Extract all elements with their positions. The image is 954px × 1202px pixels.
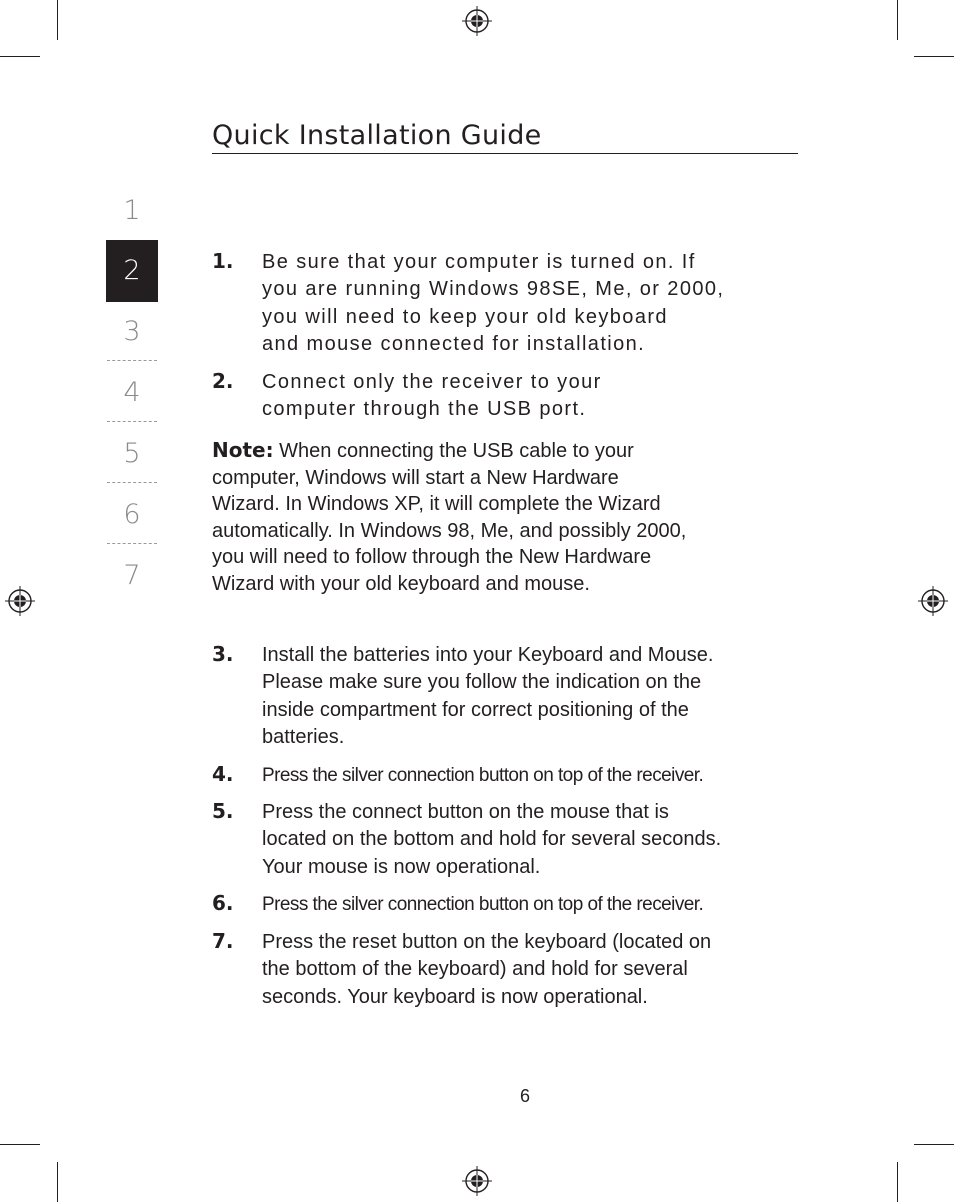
section-divider	[107, 360, 157, 361]
text-line: Your mouse is now operational.	[262, 855, 541, 878]
section-tab-1: 1	[123, 195, 141, 226]
registration-mark-icon	[918, 586, 948, 616]
text-line: Wizard with your old keyboard and mouse.	[212, 572, 590, 595]
step-number: 5.	[212, 799, 234, 823]
page-title: Quick Installation Guide	[212, 120, 798, 154]
step-text	[262, 891, 703, 918]
step-text	[262, 642, 713, 751]
step-text	[262, 799, 721, 881]
section-divider	[107, 421, 157, 422]
registration-mark-icon	[5, 586, 35, 616]
text-line: Press the connect button on the mouse that is	[262, 801, 669, 823]
text-line: computer through the USB port.	[262, 398, 587, 421]
text-line: Press the reset button on the keyboard (located on	[262, 931, 712, 953]
text-line: Press the silver connection button on top of the receiver.	[262, 765, 704, 786]
section-divider	[107, 543, 157, 544]
registration-mark-icon	[462, 1166, 492, 1196]
crop-mark	[897, 0, 898, 40]
step-text	[262, 369, 602, 424]
text-line: you will need to follow through the New Hardware	[212, 546, 652, 568]
step-text	[262, 762, 703, 789]
crop-mark	[57, 1162, 58, 1202]
step-text	[262, 249, 724, 358]
text-line: you will need to keep your old keyboard	[262, 305, 668, 328]
step-number: 6.	[212, 891, 234, 915]
text-line: located on the bottom and hold for several seconds.	[262, 828, 722, 851]
section-tab-4: 4	[123, 377, 141, 408]
step-number: 3.	[212, 642, 234, 666]
text-line: you are running Windows 98SE, Me, or 2000,	[262, 278, 725, 301]
step-number: 4.	[212, 762, 234, 786]
section-tab-2-active: 2	[106, 240, 158, 302]
section-tab-7: 7	[123, 560, 141, 591]
text-line: batteries.	[262, 725, 345, 748]
text-line: seconds. Your keyboard is now operational.	[262, 985, 648, 1008]
text-line: Be sure that your computer is turned on. If	[262, 251, 696, 273]
crop-mark	[57, 0, 58, 40]
text-line: computer, Windows will start a New Hardware	[212, 466, 619, 489]
page-number: 6	[520, 1086, 531, 1106]
step-number: 7.	[212, 929, 234, 953]
section-tab-3: 3	[123, 316, 141, 347]
text-line: inside compartment for correct positioning of the	[262, 698, 689, 721]
text-line: automatically. In Windows 98, Me, and possibly 2000,	[212, 519, 687, 542]
text-line: When connecting the USB cable to your	[273, 440, 634, 462]
crop-mark	[914, 1144, 954, 1145]
text-line: and mouse connected for installation.	[262, 332, 646, 355]
section-tab-6: 6	[123, 499, 141, 530]
note-label: Note:	[212, 438, 274, 462]
text-line: the bottom of the keyboard) and hold for several	[262, 958, 688, 981]
step-text	[262, 929, 711, 1011]
crop-mark	[0, 1144, 40, 1145]
note-block	[212, 437, 772, 597]
step-number: 1.	[212, 249, 234, 273]
note-first-line	[212, 437, 772, 465]
registration-mark-icon	[462, 6, 492, 36]
text-line: Please make sure you follow the indication on the	[262, 671, 702, 694]
crop-mark	[897, 1162, 898, 1202]
text-line: Install the batteries into your Keyboard and Mouse.	[262, 644, 714, 666]
crop-mark	[914, 56, 954, 57]
section-divider	[107, 482, 157, 483]
text-line: Wizard. In Windows XP, it will complete the Wizard	[212, 493, 661, 515]
step-number: 2.	[212, 369, 234, 393]
section-tab-5: 5	[123, 438, 141, 469]
text-line: Press the silver connection button on top of the receiver.	[262, 894, 704, 915]
crop-mark	[0, 56, 40, 57]
text-line: Connect only the receiver to your	[262, 371, 602, 393]
